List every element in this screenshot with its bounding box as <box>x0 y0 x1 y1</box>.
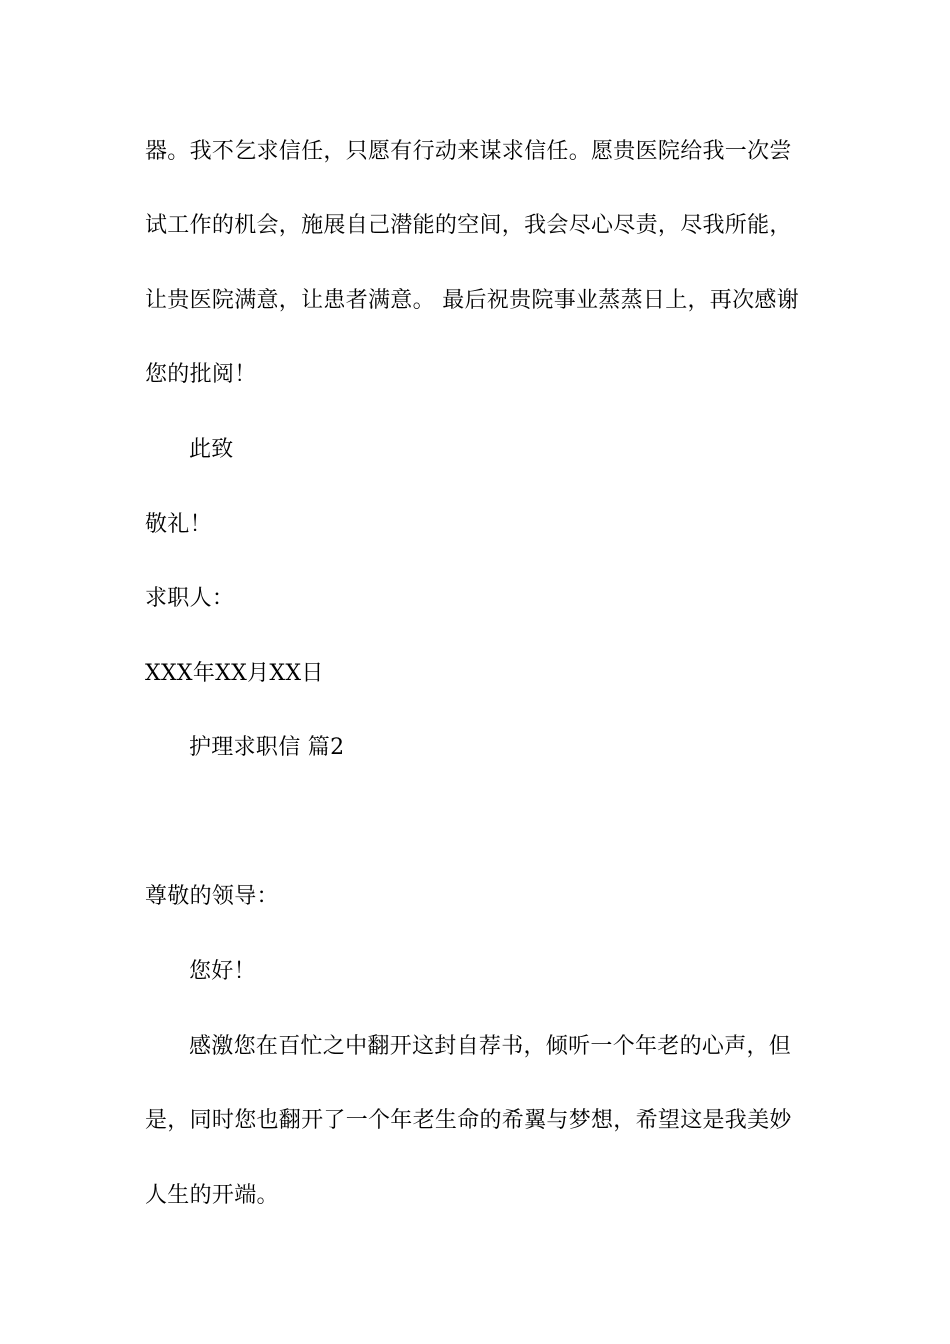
paragraph-line: 器。我不乞求信任，只愿有行动来谋求信任。愿贵医院给我一次尝 <box>145 139 792 164</box>
signature-label: 求职人： <box>145 586 235 611</box>
paragraph-line: 是，同时您也翻开了一个年老生命的希翼与梦想，希望这是我美妙 <box>145 1108 792 1133</box>
closing-text: 此致 <box>189 437 234 462</box>
section-title: 护理求职信 篇2 <box>189 735 345 760</box>
paragraph-line: 您的批阅！ <box>145 362 257 387</box>
paragraph-line: 人生的开端。 <box>145 1183 279 1208</box>
hello-text: 您好！ <box>189 959 256 984</box>
salute-text: 敬礼！ <box>145 512 212 537</box>
paragraph-line: 让贵医院满意，让患者满意。 最后祝贵院事业蒸蒸日上，再次感谢 <box>145 288 799 313</box>
paragraph-line: 试工作的机会，施展自己潜能的空间，我会尽心尽责，尽我所能， <box>145 213 792 238</box>
paragraph-line: 感激您在百忙之中翻开这封自荐书，倾听一个年老的心声，但 <box>189 1034 792 1059</box>
greeting-text: 尊敬的领导： <box>145 884 279 909</box>
date-text: XXX年XX月XX日 <box>145 661 324 686</box>
